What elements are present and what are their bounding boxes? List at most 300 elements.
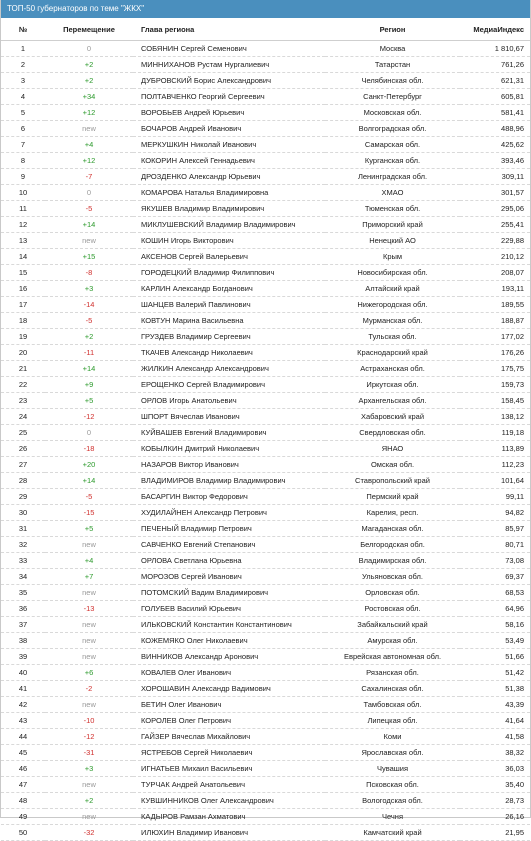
media-index-cell: 36,03 bbox=[460, 761, 530, 777]
rank-cell: 16 bbox=[1, 281, 45, 297]
media-index-cell: 53,49 bbox=[460, 633, 530, 649]
governor-name-cell: КОКОРИН Алексей Геннадьевич bbox=[133, 153, 325, 169]
media-index-cell: 73,08 bbox=[460, 553, 530, 569]
column-header-number[interactable]: № bbox=[1, 18, 45, 41]
governor-name-cell: СОБЯНИН Сергей Семенович bbox=[133, 41, 325, 57]
rank-cell: 40 bbox=[1, 665, 45, 681]
media-index-cell: 581,41 bbox=[460, 105, 530, 121]
governor-name-cell: ХУДИЛАЙНЕН Александр Петрович bbox=[133, 505, 325, 521]
region-cell: Камчатский край bbox=[325, 825, 460, 841]
movement-cell: new bbox=[45, 537, 133, 553]
movement-cell: +9 bbox=[45, 377, 133, 393]
table-row[interactable] bbox=[1, 89, 530, 105]
region-cell: Иркутская обл. bbox=[325, 377, 460, 393]
movement-cell: new bbox=[45, 121, 133, 137]
table-row[interactable] bbox=[1, 121, 530, 137]
region-cell: Волгоградская обл. bbox=[325, 121, 460, 137]
governor-name-cell: НАЗАРОВ Виктор Иванович bbox=[133, 457, 325, 473]
region-cell: Тамбовская обл. bbox=[325, 697, 460, 713]
region-cell: Карелия, респ. bbox=[325, 505, 460, 521]
table-row[interactable] bbox=[1, 313, 530, 329]
table-row[interactable] bbox=[1, 329, 530, 345]
movement-cell: +5 bbox=[45, 521, 133, 537]
movement-cell: -31 bbox=[45, 745, 133, 761]
rank-cell: 25 bbox=[1, 425, 45, 441]
governor-name-cell: ПОТОМСКИЙ Вадим Владимирович bbox=[133, 585, 325, 601]
region-cell: Тюменская обл. bbox=[325, 201, 460, 217]
movement-cell: new bbox=[45, 777, 133, 793]
movement-cell: new bbox=[45, 585, 133, 601]
governor-name-cell: ИЛЮХИН Владимир Иванович bbox=[133, 825, 325, 841]
governor-name-cell: ЖИЛКИН Александр Александрович bbox=[133, 361, 325, 377]
region-cell: Ярославская обл. bbox=[325, 745, 460, 761]
table-row[interactable] bbox=[1, 601, 530, 617]
table-row[interactable] bbox=[1, 137, 530, 153]
media-index-cell: 210,12 bbox=[460, 249, 530, 265]
governor-name-cell: КОЖЕМЯКО Олег Николаевич bbox=[133, 633, 325, 649]
governor-name-cell: ТКАЧЕВ Александр Николаевич bbox=[133, 345, 325, 361]
governor-name-cell: ДРОЗДЕНКО Александр Юрьевич bbox=[133, 169, 325, 185]
media-index-cell: 21,95 bbox=[460, 825, 530, 841]
region-cell: Алтайский край bbox=[325, 281, 460, 297]
rank-cell: 39 bbox=[1, 649, 45, 665]
region-cell: Ульяновская обл. bbox=[325, 569, 460, 585]
region-cell: Татарстан bbox=[325, 57, 460, 73]
column-header-governor[interactable]: Глава региона bbox=[133, 18, 325, 41]
media-index-cell: 94,82 bbox=[460, 505, 530, 521]
governor-name-cell: ВЛАДИМИРОВ Владимир Владимирович bbox=[133, 473, 325, 489]
rank-cell: 5 bbox=[1, 105, 45, 121]
rank-cell: 29 bbox=[1, 489, 45, 505]
movement-cell: 0 bbox=[45, 425, 133, 441]
region-cell: Липецкая обл. bbox=[325, 713, 460, 729]
rank-cell: 18 bbox=[1, 313, 45, 329]
media-index-cell: 99,11 bbox=[460, 489, 530, 505]
table-row[interactable] bbox=[1, 153, 530, 169]
movement-cell: -15 bbox=[45, 505, 133, 521]
movement-cell: 0 bbox=[45, 185, 133, 201]
region-cell: Челябинская обл. bbox=[325, 73, 460, 89]
table-row[interactable] bbox=[1, 665, 530, 681]
governor-name-cell: ОРЛОВА Светлана Юрьевна bbox=[133, 553, 325, 569]
rank-cell: 22 bbox=[1, 377, 45, 393]
table-row[interactable] bbox=[1, 345, 530, 361]
media-index-cell: 309,11 bbox=[460, 169, 530, 185]
table-row[interactable] bbox=[1, 185, 530, 201]
rank-cell: 38 bbox=[1, 633, 45, 649]
table-row[interactable] bbox=[1, 377, 530, 393]
movement-cell: -11 bbox=[45, 345, 133, 361]
table-row[interactable] bbox=[1, 729, 530, 745]
table-row[interactable] bbox=[1, 393, 530, 409]
table-row[interactable] bbox=[1, 489, 530, 505]
governor-name-cell: ГОЛУБЕВ Василий Юрьевич bbox=[133, 601, 325, 617]
media-index-cell: 80,71 bbox=[460, 537, 530, 553]
media-index-cell: 113,89 bbox=[460, 441, 530, 457]
region-cell: Нижегородская обл. bbox=[325, 297, 460, 313]
media-index-cell: 425,62 bbox=[460, 137, 530, 153]
table-row[interactable] bbox=[1, 57, 530, 73]
movement-cell: +14 bbox=[45, 217, 133, 233]
table-row[interactable] bbox=[1, 425, 530, 441]
media-index-cell: 112,23 bbox=[460, 457, 530, 473]
region-cell: Псковская обл. bbox=[325, 777, 460, 793]
rank-cell: 44 bbox=[1, 729, 45, 745]
movement-cell: new bbox=[45, 633, 133, 649]
table-row[interactable] bbox=[1, 585, 530, 601]
governor-name-cell: БЕТИН Олег Иванович bbox=[133, 697, 325, 713]
movement-cell: +3 bbox=[45, 281, 133, 297]
table-row[interactable] bbox=[1, 761, 530, 777]
governor-name-cell: КУВШИННИКОВ Олег Александрович bbox=[133, 793, 325, 809]
region-cell: Владимирская обл. bbox=[325, 553, 460, 569]
table-row[interactable] bbox=[1, 681, 530, 697]
media-index-cell: 35,40 bbox=[460, 777, 530, 793]
rank-cell: 23 bbox=[1, 393, 45, 409]
rank-cell: 26 bbox=[1, 441, 45, 457]
movement-cell: +14 bbox=[45, 473, 133, 489]
media-index-cell: 68,53 bbox=[460, 585, 530, 601]
movement-cell: -10 bbox=[45, 713, 133, 729]
media-index-cell: 64,96 bbox=[460, 601, 530, 617]
rank-cell: 41 bbox=[1, 681, 45, 697]
movement-cell: +3 bbox=[45, 761, 133, 777]
table-row[interactable] bbox=[1, 473, 530, 489]
region-cell: Омская обл. bbox=[325, 457, 460, 473]
media-index-cell: 69,37 bbox=[460, 569, 530, 585]
movement-cell: -5 bbox=[45, 313, 133, 329]
movement-cell: new bbox=[45, 697, 133, 713]
governor-name-cell: ДУБРОВСКИЙ Борис Александрович bbox=[133, 73, 325, 89]
region-cell: Орловская обл. bbox=[325, 585, 460, 601]
governor-name-cell: ГРУЗДЕВ Владимир Сергеевич bbox=[133, 329, 325, 345]
governor-name-cell: МЕРКУШКИН Николай Иванович bbox=[133, 137, 325, 153]
movement-cell: +4 bbox=[45, 553, 133, 569]
movement-cell: -13 bbox=[45, 601, 133, 617]
governor-name-cell: ГОРОДЕЦКИЙ Владимир Филиппович bbox=[133, 265, 325, 281]
ranking-table bbox=[1, 18, 530, 841]
media-index-cell: 119,18 bbox=[460, 425, 530, 441]
table-row[interactable] bbox=[1, 809, 530, 825]
media-index-cell: 158,45 bbox=[460, 393, 530, 409]
region-cell: Еврейская автономная обл. bbox=[325, 649, 460, 665]
region-cell: ЯНАО bbox=[325, 441, 460, 457]
governor-name-cell: КОВТУН Марина Васильевна bbox=[133, 313, 325, 329]
region-cell: Краснодарский край bbox=[325, 345, 460, 361]
table-row[interactable] bbox=[1, 441, 530, 457]
rank-cell: 8 bbox=[1, 153, 45, 169]
media-index-cell: 1 810,67 bbox=[460, 41, 530, 57]
rank-cell: 9 bbox=[1, 169, 45, 185]
movement-cell: +7 bbox=[45, 569, 133, 585]
rank-cell: 45 bbox=[1, 745, 45, 761]
movement-cell: +12 bbox=[45, 153, 133, 169]
rank-cell: 35 bbox=[1, 585, 45, 601]
table-row[interactable] bbox=[1, 281, 530, 297]
media-index-cell: 41,64 bbox=[460, 713, 530, 729]
movement-cell: +4 bbox=[45, 137, 133, 153]
rank-cell: 28 bbox=[1, 473, 45, 489]
table-row[interactable] bbox=[1, 169, 530, 185]
governor-name-cell: БАСАРГИН Виктор Федорович bbox=[133, 489, 325, 505]
media-index-cell: 393,46 bbox=[460, 153, 530, 169]
region-cell: Сахалинская обл. bbox=[325, 681, 460, 697]
table-row[interactable] bbox=[1, 633, 530, 649]
region-cell: Коми bbox=[325, 729, 460, 745]
movement-cell: +12 bbox=[45, 105, 133, 121]
media-index-cell: 51,38 bbox=[460, 681, 530, 697]
rank-cell: 47 bbox=[1, 777, 45, 793]
media-index-cell: 28,73 bbox=[460, 793, 530, 809]
governor-name-cell: ШАНЦЕВ Валерий Павлинович bbox=[133, 297, 325, 313]
media-index-cell: 85,97 bbox=[460, 521, 530, 537]
governor-name-cell: КОБЫЛКИН Дмитрий Николаевич bbox=[133, 441, 325, 457]
movement-cell: new bbox=[45, 233, 133, 249]
media-index-cell: 188,87 bbox=[460, 313, 530, 329]
governor-name-cell: АКСЕНОВ Сергей Валерьевич bbox=[133, 249, 325, 265]
region-cell: Приморский край bbox=[325, 217, 460, 233]
governor-name-cell: КОВАЛЕВ Олег Иванович bbox=[133, 665, 325, 681]
rank-cell: 31 bbox=[1, 521, 45, 537]
rank-cell: 3 bbox=[1, 73, 45, 89]
rank-cell: 24 bbox=[1, 409, 45, 425]
rank-cell: 10 bbox=[1, 185, 45, 201]
governor-name-cell: ПЕЧЕНЫЙ Владимир Петрович bbox=[133, 521, 325, 537]
governor-name-cell: ПОЛТАВЧЕНКО Георгий Сергеевич bbox=[133, 89, 325, 105]
governor-name-cell: КАРЛИН Александр Богданович bbox=[133, 281, 325, 297]
table-body bbox=[1, 41, 530, 841]
governor-name-cell: КАДЫРОВ Рамзан Ахматович bbox=[133, 809, 325, 825]
governor-name-cell: ИГНАТЬЕВ Михаил Васильевич bbox=[133, 761, 325, 777]
table-row[interactable] bbox=[1, 617, 530, 633]
governor-name-cell: ИЛЬКОВСКИЙ Константин Константинович bbox=[133, 617, 325, 633]
movement-cell: +2 bbox=[45, 793, 133, 809]
governor-name-cell: ЯКУШЕВ Владимир Владимирович bbox=[133, 201, 325, 217]
media-index-cell: 255,41 bbox=[460, 217, 530, 233]
region-cell: Белгородская обл. bbox=[325, 537, 460, 553]
region-cell: Свердловская обл. bbox=[325, 425, 460, 441]
region-cell: Рязанская обл. bbox=[325, 665, 460, 681]
media-index-cell: 208,07 bbox=[460, 265, 530, 281]
region-cell: Магаданская обл. bbox=[325, 521, 460, 537]
table-row[interactable] bbox=[1, 233, 530, 249]
table-row[interactable] bbox=[1, 361, 530, 377]
media-index-cell: 761,26 bbox=[460, 57, 530, 73]
rank-cell: 37 bbox=[1, 617, 45, 633]
governor-name-cell: ВОРОБЬЕВ Андрей Юрьевич bbox=[133, 105, 325, 121]
rank-cell: 6 bbox=[1, 121, 45, 137]
column-header-region[interactable]: Регион bbox=[325, 18, 460, 41]
region-cell: Москва bbox=[325, 41, 460, 57]
rank-cell: 46 bbox=[1, 761, 45, 777]
rank-cell: 11 bbox=[1, 201, 45, 217]
widget-title: ТОП-50 губернаторов по теме "ЖКХ" bbox=[1, 0, 530, 18]
table-row[interactable] bbox=[1, 697, 530, 713]
table-row[interactable] bbox=[1, 649, 530, 665]
rank-cell: 32 bbox=[1, 537, 45, 553]
movement-cell: -8 bbox=[45, 265, 133, 281]
region-cell: Ленинградская обл. bbox=[325, 169, 460, 185]
movement-cell: +2 bbox=[45, 57, 133, 73]
table-row[interactable] bbox=[1, 265, 530, 281]
media-index-cell: 101,64 bbox=[460, 473, 530, 489]
movement-cell: new bbox=[45, 809, 133, 825]
region-cell: ХМАО bbox=[325, 185, 460, 201]
governor-name-cell: ЕРОЩЕНКО Сергей Владимирович bbox=[133, 377, 325, 393]
rank-cell: 36 bbox=[1, 601, 45, 617]
governor-name-cell: КОМАРОВА Наталья Владимировна bbox=[133, 185, 325, 201]
media-index-cell: 138,12 bbox=[460, 409, 530, 425]
governor-name-cell: ЯСТРЕБОВ Сергей Николаевич bbox=[133, 745, 325, 761]
region-cell: Мурманская обл. bbox=[325, 313, 460, 329]
movement-cell: 0 bbox=[45, 41, 133, 57]
media-index-cell: 189,55 bbox=[460, 297, 530, 313]
region-cell: Крым bbox=[325, 249, 460, 265]
movement-cell: +5 bbox=[45, 393, 133, 409]
table-row[interactable] bbox=[1, 105, 530, 121]
rank-cell: 48 bbox=[1, 793, 45, 809]
table-row[interactable] bbox=[1, 505, 530, 521]
rank-cell: 20 bbox=[1, 345, 45, 361]
media-index-cell: 38,32 bbox=[460, 745, 530, 761]
table-row[interactable] bbox=[1, 41, 530, 57]
rank-cell: 50 bbox=[1, 825, 45, 841]
table-row[interactable] bbox=[1, 297, 530, 313]
media-index-cell: 193,11 bbox=[460, 281, 530, 297]
table-row[interactable] bbox=[1, 553, 530, 569]
rank-cell: 2 bbox=[1, 57, 45, 73]
movement-cell: new bbox=[45, 617, 133, 633]
media-index-cell: 488,96 bbox=[460, 121, 530, 137]
media-index-cell: 51,42 bbox=[460, 665, 530, 681]
movement-cell: -14 bbox=[45, 297, 133, 313]
region-cell: Ставропольский край bbox=[325, 473, 460, 489]
region-cell: Самарская обл. bbox=[325, 137, 460, 153]
table-row[interactable] bbox=[1, 713, 530, 729]
movement-cell: -12 bbox=[45, 409, 133, 425]
media-index-cell: 177,02 bbox=[460, 329, 530, 345]
media-index-cell: 229,88 bbox=[460, 233, 530, 249]
rank-cell: 15 bbox=[1, 265, 45, 281]
table-row[interactable] bbox=[1, 521, 530, 537]
movement-cell: -12 bbox=[45, 729, 133, 745]
governor-name-cell: МИКЛУШЕВСКИЙ Владимир Владимирович bbox=[133, 217, 325, 233]
region-cell: Тульская обл. bbox=[325, 329, 460, 345]
rank-cell: 21 bbox=[1, 361, 45, 377]
movement-cell: +15 bbox=[45, 249, 133, 265]
table-row[interactable] bbox=[1, 201, 530, 217]
rank-cell: 13 bbox=[1, 233, 45, 249]
movement-cell: +6 bbox=[45, 665, 133, 681]
governor-name-cell: ГАЙЗЕР Вячеслав Михайлович bbox=[133, 729, 325, 745]
region-cell: Астраханская обл. bbox=[325, 361, 460, 377]
governor-name-cell: ВИННИКОВ Александр Аронович bbox=[133, 649, 325, 665]
rank-cell: 49 bbox=[1, 809, 45, 825]
governor-name-cell: КОШИН Игорь Викторович bbox=[133, 233, 325, 249]
region-cell: Новосибирская обл. bbox=[325, 265, 460, 281]
movement-cell: +2 bbox=[45, 329, 133, 345]
governor-name-cell: КУЙВАШЕВ Евгений Владимирович bbox=[133, 425, 325, 441]
region-cell: Санкт-Петербург bbox=[325, 89, 460, 105]
media-index-cell: 51,66 bbox=[460, 649, 530, 665]
movement-cell: -7 bbox=[45, 169, 133, 185]
governor-name-cell: МОРОЗОВ Сергей Иванович bbox=[133, 569, 325, 585]
region-cell: Ненецкий АО bbox=[325, 233, 460, 249]
movement-cell: +20 bbox=[45, 457, 133, 473]
column-header-media-index[interactable]: МедиаИндекс bbox=[460, 18, 530, 41]
governor-name-cell: ТУРЧАК Андрей Анатольевич bbox=[133, 777, 325, 793]
table-row[interactable] bbox=[1, 217, 530, 233]
media-index-cell: 43,39 bbox=[460, 697, 530, 713]
table-row[interactable] bbox=[1, 793, 530, 809]
region-cell: Ростовская обл. bbox=[325, 601, 460, 617]
movement-cell: +14 bbox=[45, 361, 133, 377]
table-row[interactable] bbox=[1, 537, 530, 553]
table-row[interactable] bbox=[1, 457, 530, 473]
media-index-cell: 159,73 bbox=[460, 377, 530, 393]
governor-name-cell: САВЧЕНКО Евгений Степанович bbox=[133, 537, 325, 553]
rank-cell: 19 bbox=[1, 329, 45, 345]
movement-cell: new bbox=[45, 649, 133, 665]
rank-cell: 4 bbox=[1, 89, 45, 105]
movement-cell: -32 bbox=[45, 825, 133, 841]
media-index-cell: 621,31 bbox=[460, 73, 530, 89]
governor-name-cell: БОЧАРОВ Андрей Иванович bbox=[133, 121, 325, 137]
rank-cell: 34 bbox=[1, 569, 45, 585]
region-cell: Архангельская обл. bbox=[325, 393, 460, 409]
governor-name-cell: МИННИХАНОВ Рустам Нургалиевич bbox=[133, 57, 325, 73]
column-header-movement[interactable]: Перемещение bbox=[45, 18, 133, 41]
movement-cell: -18 bbox=[45, 441, 133, 457]
region-cell: Амурская обл. bbox=[325, 633, 460, 649]
table-row[interactable] bbox=[1, 409, 530, 425]
region-cell: Забайкальский край bbox=[325, 617, 460, 633]
region-cell: Вологодская обл. bbox=[325, 793, 460, 809]
governor-name-cell: КОРОЛЕВ Олег Петрович bbox=[133, 713, 325, 729]
region-cell: Чувашия bbox=[325, 761, 460, 777]
table-header-row bbox=[1, 18, 530, 41]
region-cell: Чечня bbox=[325, 809, 460, 825]
movement-cell: +34 bbox=[45, 89, 133, 105]
region-cell: Пермский край bbox=[325, 489, 460, 505]
movement-cell: -2 bbox=[45, 681, 133, 697]
rank-cell: 43 bbox=[1, 713, 45, 729]
media-index-cell: 41,58 bbox=[460, 729, 530, 745]
table-row[interactable] bbox=[1, 745, 530, 761]
table-row[interactable] bbox=[1, 825, 530, 841]
rank-cell: 27 bbox=[1, 457, 45, 473]
table-row[interactable] bbox=[1, 569, 530, 585]
rank-cell: 1 bbox=[1, 41, 45, 57]
rank-cell: 12 bbox=[1, 217, 45, 233]
rank-cell: 33 bbox=[1, 553, 45, 569]
movement-cell: -5 bbox=[45, 201, 133, 217]
media-index-cell: 605,81 bbox=[460, 89, 530, 105]
governor-name-cell: ОРЛОВ Игорь Анатольевич bbox=[133, 393, 325, 409]
table-row[interactable] bbox=[1, 73, 530, 89]
region-cell: Курганская обл. bbox=[325, 153, 460, 169]
region-cell: Хабаровский край bbox=[325, 409, 460, 425]
table-row[interactable] bbox=[1, 249, 530, 265]
governor-name-cell: ХОРОШАВИН Александр Вадимович bbox=[133, 681, 325, 697]
movement-cell: -5 bbox=[45, 489, 133, 505]
media-index-cell: 176,26 bbox=[460, 345, 530, 361]
table-row[interactable] bbox=[1, 777, 530, 793]
media-index-cell: 58,16 bbox=[460, 617, 530, 633]
media-index-cell: 295,06 bbox=[460, 201, 530, 217]
rank-cell: 30 bbox=[1, 505, 45, 521]
media-index-cell: 26,16 bbox=[460, 809, 530, 825]
